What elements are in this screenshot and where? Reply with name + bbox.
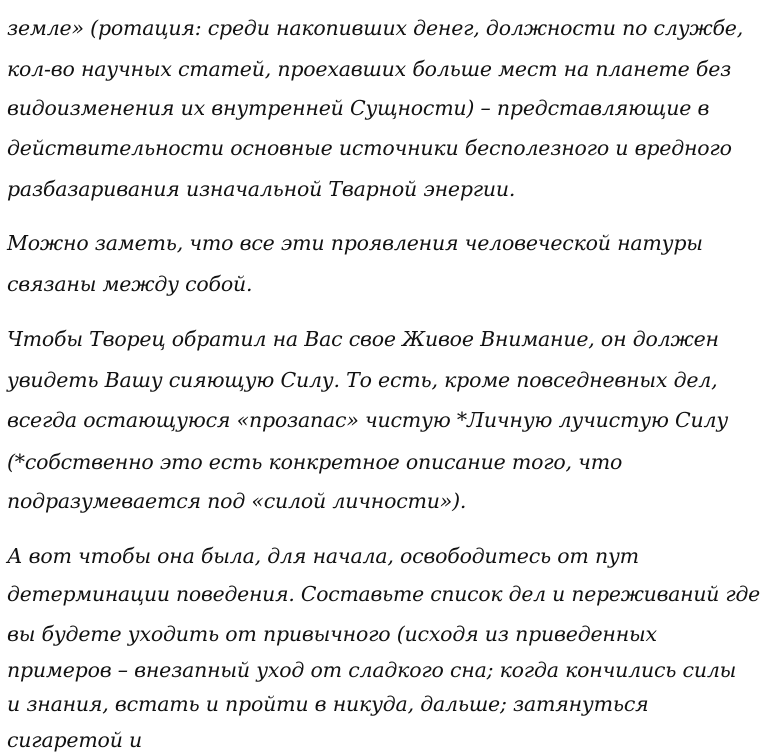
text-line: увидеть Вашу сияющую Силу. То есть, кроме повседневных дел, bbox=[7, 368, 718, 392]
text-line: (*собственно это есть конкретное описание того, что bbox=[7, 450, 623, 474]
text-line: действительности основные источники бесполезного и вредного bbox=[7, 136, 732, 160]
text-line: всегда остающуюся «прозапас» чистую *Личную лучистую Силу bbox=[7, 408, 729, 432]
text-line: и знания, встать и пройти в никуда, дальше; затянуться bbox=[7, 692, 649, 716]
text-line: Чтобы Творец обратил на Вас свое Живое Внимание, он должен bbox=[7, 327, 719, 351]
text-line: примеров – внезапный уход от сладкого сна; когда кончились силы bbox=[7, 658, 737, 682]
text-line: Можно заметь, что все эти проявления человеческой натуры bbox=[7, 231, 703, 255]
text-line: подразумевается под «силой личности»). bbox=[7, 489, 467, 513]
text-line: видоизменения их внутренней Сущности) – представляющие в bbox=[7, 96, 710, 120]
text-line: связаны между собой. bbox=[7, 272, 253, 296]
text-line: разбазаривания изначальной Тварной энергии. bbox=[7, 177, 516, 201]
text-line: сигаретой и bbox=[7, 728, 143, 752]
text-line: детерминации поведения. Составьте список дел и переживаний где bbox=[7, 582, 761, 606]
text-line: вы будете уходить от привычного (исходя из приведенных bbox=[7, 622, 657, 646]
text-line: кол-во научных статей, проехавших больше мест на планете без bbox=[7, 57, 732, 81]
text-line: А вот чтобы она была, для начала, освободитесь от пут bbox=[7, 544, 639, 568]
text-line: земле» (ротация: среди накопивших денег, должности по службе, bbox=[7, 16, 744, 40]
